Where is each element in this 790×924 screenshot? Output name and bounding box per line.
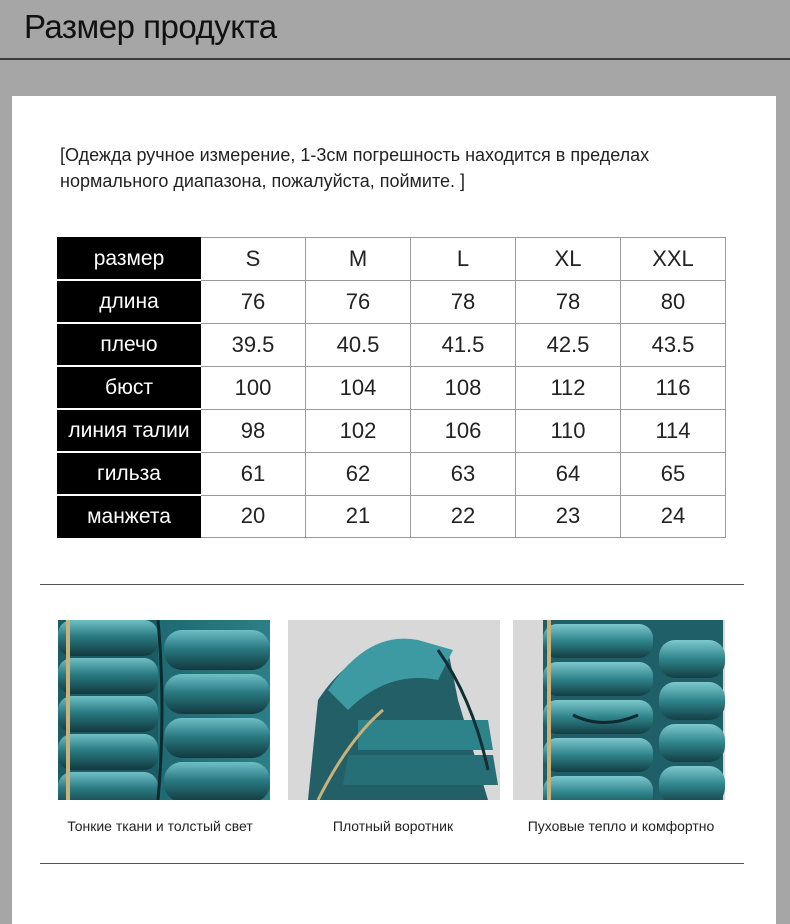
table-cell: XL — [516, 238, 621, 281]
caption-down: Пуховые тепло и комфортно — [527, 818, 715, 834]
table-cell: 20 — [201, 495, 306, 538]
table-cell: 78 — [411, 280, 516, 323]
table-cell: 23 — [516, 495, 621, 538]
table-cell: 108 — [411, 366, 516, 409]
table-cell: 104 — [306, 366, 411, 409]
table-cell: 63 — [411, 452, 516, 495]
table-cell: 24 — [621, 495, 726, 538]
photo-down-detail — [513, 620, 725, 800]
section-divider — [40, 584, 744, 585]
photo-fabric-detail — [58, 620, 270, 800]
size-table — [57, 237, 726, 538]
header-divider — [0, 58, 790, 60]
section-divider-bottom — [40, 863, 744, 864]
page-header — [0, 0, 790, 58]
table-cell: 22 — [411, 495, 516, 538]
table-cell: 102 — [306, 409, 411, 452]
table-cell: 42.5 — [516, 323, 621, 366]
page-title: Размер продукта — [24, 8, 277, 45]
table-cell: 80 — [621, 280, 726, 323]
table-cell: 62 — [306, 452, 411, 495]
table-cell: 116 — [621, 366, 726, 409]
photo-collar-detail — [288, 620, 500, 800]
content-card — [12, 96, 776, 924]
table-cell: S — [201, 238, 306, 281]
table-cell: 110 — [516, 409, 621, 452]
table-cell: 106 — [411, 409, 516, 452]
row-label: плечо — [58, 323, 201, 366]
measurement-note: [Одежда ручное измерение, 1-3см погрешность находится в пределах нормального диапазона, пожалуйста, поймите. ] — [60, 145, 650, 191]
table-cell: 112 — [516, 366, 621, 409]
table-cell: 65 — [621, 452, 726, 495]
table-cell: 64 — [516, 452, 621, 495]
table-cell: 78 — [516, 280, 621, 323]
table-cell: 21 — [306, 495, 411, 538]
table-cell: 76 — [201, 280, 306, 323]
table-cell: L — [411, 238, 516, 281]
row-label: размер — [58, 238, 201, 281]
table-cell: 41.5 — [411, 323, 516, 366]
table-cell: 43.5 — [621, 323, 726, 366]
table-row — [58, 409, 726, 452]
table-cell: XXL — [621, 238, 726, 281]
table-cell: 114 — [621, 409, 726, 452]
row-label: гильза — [58, 452, 201, 495]
table-cell: 61 — [201, 452, 306, 495]
table-cell: 76 — [306, 280, 411, 323]
table-row — [58, 280, 726, 323]
row-label: длина — [58, 280, 201, 323]
caption-collar: Плотный воротник — [332, 818, 454, 834]
table-row — [58, 238, 726, 281]
row-label: манжета — [58, 495, 201, 538]
caption-fabric: Тонкие ткани и толстый свет — [67, 818, 253, 834]
table-cell: M — [306, 238, 411, 281]
table-row — [58, 366, 726, 409]
row-label: бюст — [58, 366, 201, 409]
row-label: линия талии — [58, 409, 201, 452]
table-cell: 40.5 — [306, 323, 411, 366]
table-cell: 100 — [201, 366, 306, 409]
table-cell: 39.5 — [201, 323, 306, 366]
table-row — [58, 452, 726, 495]
table-row — [58, 323, 726, 366]
table-row — [58, 495, 726, 538]
table-cell: 98 — [201, 409, 306, 452]
